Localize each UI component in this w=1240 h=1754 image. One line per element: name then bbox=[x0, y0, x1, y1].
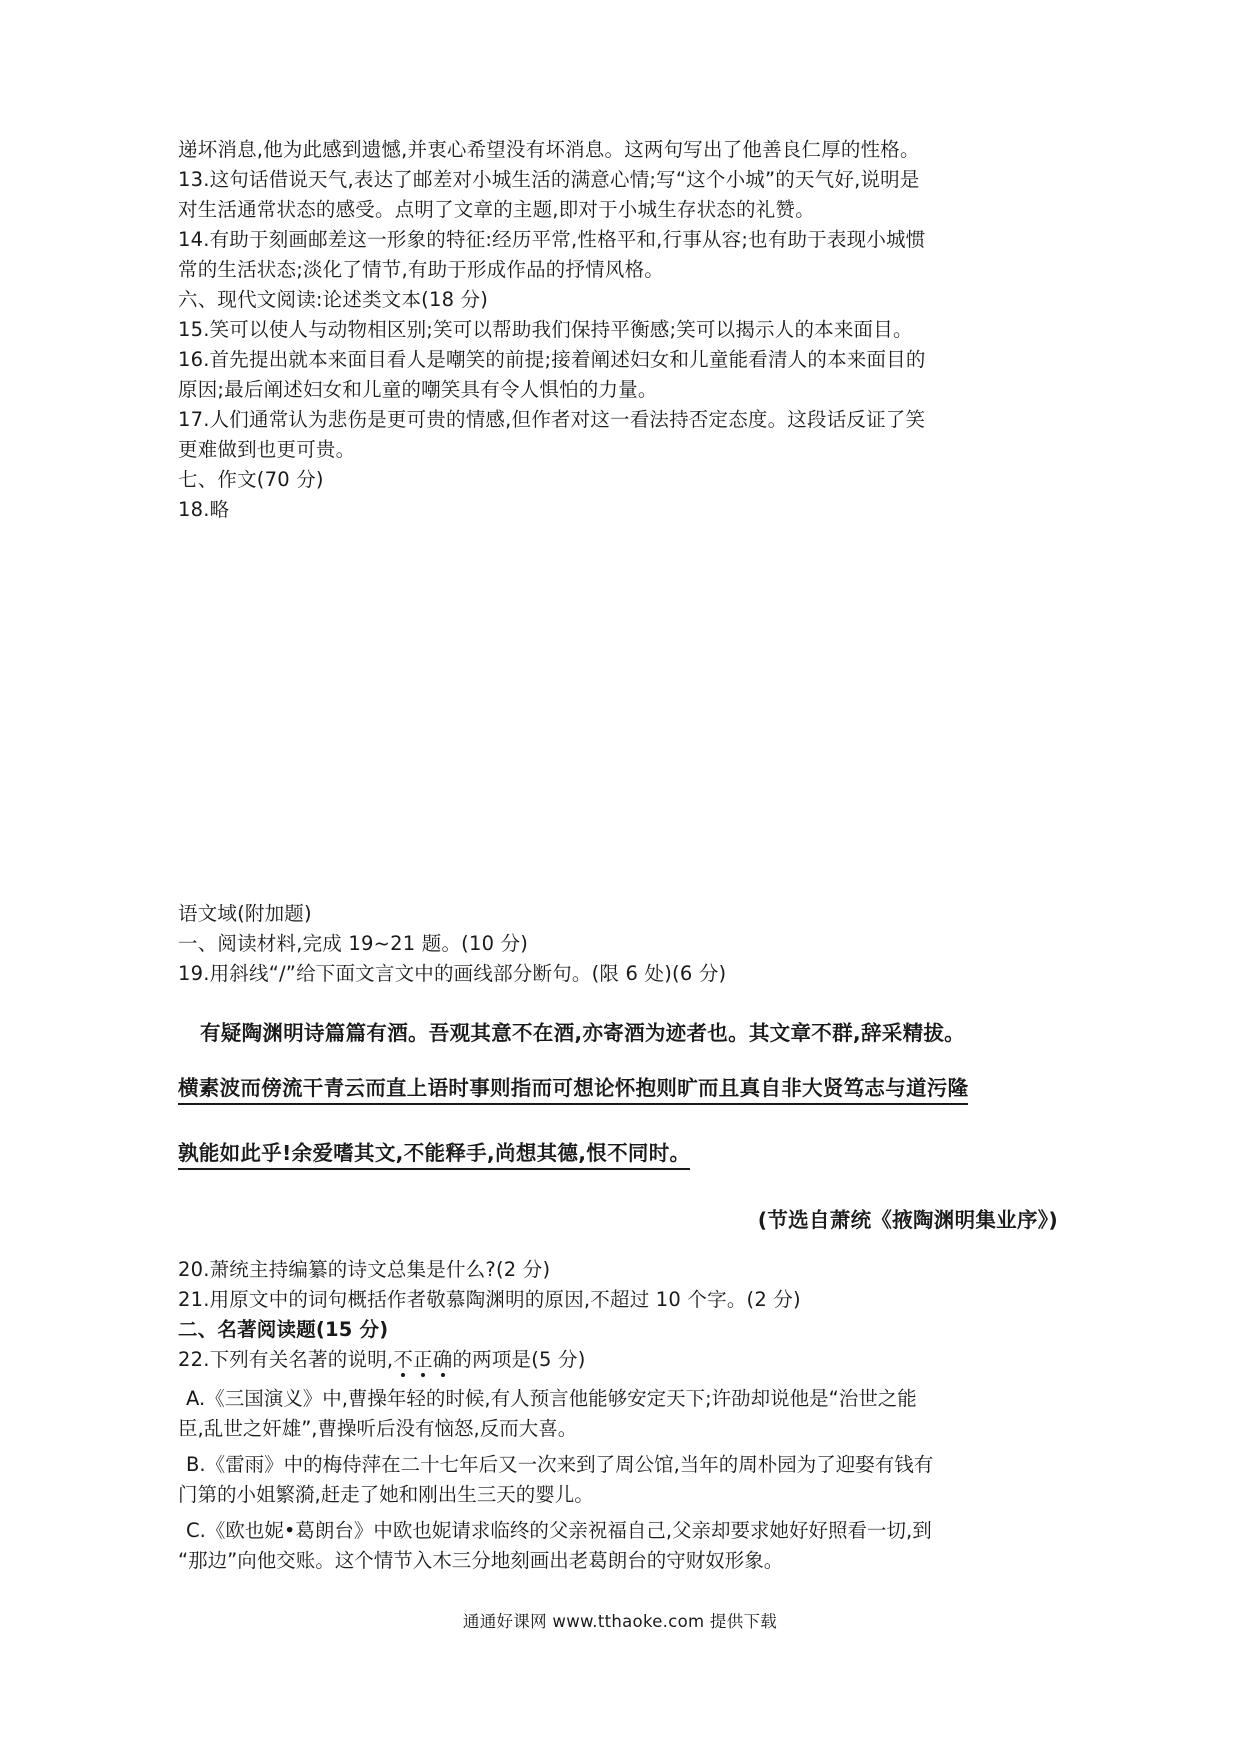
option-c-line-2: “那边”向他交账。这个情节入木三分地刻画出老葛朗台的守财奴形象。 bbox=[178, 1549, 784, 1572]
option-a-line-2: 臣,乱世之奸雄”,曹操听后没有恼怒,反而大喜。 bbox=[178, 1417, 578, 1440]
answer-line: 常的生活状态;淡化了情节,有助于形成作品的抒情风格。 bbox=[178, 258, 664, 281]
answer-line: 15.笑可以使人与动物相区别;笑可以帮助我们保持平衡感;笑可以揭示人的本来面目。 bbox=[178, 318, 913, 341]
option-c-line-1: C.《欧也妮•葛朗台》中欧也妮请求临终的父亲祝福自己,父亲却要求她好好照看一切,到 bbox=[186, 1519, 932, 1542]
emphasis-dot bbox=[441, 1373, 445, 1377]
passage-line-1: 有疑陶渊明诗篇篇有酒。吾观其意不在酒,亦寄酒为迹者也。其文章不群,辞采精拔。 bbox=[200, 1021, 965, 1045]
answer-line: 17.人们通常认为悲伤是更可贵的情感,但作者对这一看法持否定态度。这段话反证了笑 bbox=[178, 408, 926, 431]
answer-line: 13.这句话借说天气,表达了邮差对小城生活的满意心情;写“这个小城”的天气好,说明是 bbox=[178, 168, 920, 191]
question-20: 20.萧统主持编纂的诗文总集是什么?(2 分) bbox=[178, 1258, 551, 1281]
answer-line: 18.略 bbox=[178, 498, 230, 521]
section-heading: 七、作文(70 分) bbox=[178, 468, 324, 491]
question-22-emphasis: 不正确 bbox=[393, 1348, 453, 1371]
answer-line: 16.首先提出就本来面目看人是嘲笑的前提;接着阐述妇女和儿童能看清人的本来面目的 bbox=[178, 348, 926, 371]
part1-heading: 一、阅读材料,完成 19~21 题。(10 分) bbox=[178, 932, 529, 955]
option-b-line-1: B.《雷雨》中的梅侍萍在二十七年后又一次来到了周公馆,当年的周朴园为了迎娶有钱有 bbox=[186, 1453, 934, 1476]
section-heading: 六、现代文阅读:论述类文本(18 分) bbox=[178, 288, 489, 311]
answer-line: 更难做到也更可贵。 bbox=[178, 438, 356, 461]
additional-heading: 语文域(附加题) bbox=[178, 902, 312, 925]
answer-line: 原因;最后阐述妇女和儿童的嘲笑具有令人惧怕的力量。 bbox=[178, 378, 658, 401]
emphasis-dotted bbox=[393, 1348, 452, 1371]
option-a-line-1: A.《三国演义》中,曹操年轻的时候,有人预言他能够安定天下;许劭却说他是“治世之能 bbox=[186, 1387, 917, 1410]
emphasis-dot bbox=[401, 1373, 405, 1377]
passage-source: (节选自萧统《掖陶渊明集业序》) bbox=[757, 1208, 1058, 1232]
answer-line: 14.有助于刻画邮差这一形象的特征:经历平常,性格平和,行事从容;也有助于表现小城惯 bbox=[178, 228, 926, 251]
question-19: 19.用斜线“/”给下面文言文中的画线部分断句。(限 6 处)(6 分) bbox=[178, 962, 727, 985]
question-22 bbox=[178, 1346, 586, 1374]
option-b-line-2: 门第的小姐繁漪,赶走了她和刚出生三天的婴儿。 bbox=[178, 1483, 594, 1506]
answer-line: 递坏消息,他为此感到遗憾,并衷心希望没有坏消息。这两句写出了他善良仁厚的性格。 bbox=[178, 138, 920, 161]
question-22-suffix: 的两项是(5 分) bbox=[452, 1348, 586, 1371]
answer-line: 对生活通常状态的感受。点明了文章的主题,即对于小城生存状态的礼赞。 bbox=[178, 198, 815, 221]
page-footer: 通通好课网 www.tthaoke.com 提供下载 bbox=[462, 1612, 778, 1631]
part2-heading: 二、名著阅读题(15 分) bbox=[178, 1318, 389, 1341]
question-22-prefix: 22.下列有关名著的说明, bbox=[178, 1348, 394, 1371]
passage-line-2-underlined: 横素波而傍流干青云而直上语时事则指而可想论怀抱则旷而且真自非大贤笃志与道污隆 bbox=[178, 1071, 968, 1105]
emphasis-dot bbox=[421, 1373, 425, 1377]
passage-line-3-underlined: 孰能如此乎!余爱嗜其文,不能释手,尚想其德,恨不同时。 bbox=[178, 1136, 690, 1170]
question-21: 21.用原文中的词句概括作者敬慕陶渊明的原因,不超过 10 个字。(2 分) bbox=[178, 1288, 801, 1311]
